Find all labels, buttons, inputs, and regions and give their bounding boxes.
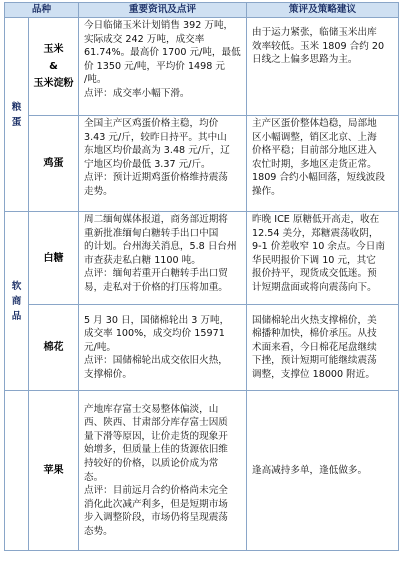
news-line: 的计划。台州海关消息，5.8 日台州 — [84, 241, 237, 253]
strategy-line: 华民明报价下调 10 元，其它 — [252, 254, 376, 266]
category-char: 粮 — [11, 101, 22, 113]
variety-cotton: 棉花 — [29, 305, 79, 391]
table-row-sugar — [5, 212, 399, 305]
category-char: 商 — [11, 295, 22, 307]
strategy-line: 价格平稳；目前部分地区进入 — [252, 145, 377, 157]
news-line: 量下滑等原因，让价走货的现象开 — [84, 430, 228, 442]
header-strategy: 策评及策略建议 — [247, 3, 399, 18]
news-apple — [79, 391, 247, 551]
strategy-line: 调整，支撑位 18000 附近。 — [252, 368, 375, 380]
table-row-corn — [5, 18, 399, 116]
header-category: 品种 — [5, 3, 79, 18]
news-comment: 态势。 — [84, 525, 113, 537]
strategy-line: 12.54 美分，郑糖震荡收阴， — [252, 227, 379, 239]
strategy-egg — [247, 116, 399, 212]
category-char: 品 — [11, 310, 22, 322]
strategy-line: 日线之上偏多思路为主。 — [252, 54, 358, 66]
category-char: 软 — [11, 280, 22, 292]
news-line: 西、陕西、甘肃部分库存富士因质 — [84, 417, 228, 429]
strategy-line: 棉播种加快，棉价承压。从技 — [252, 328, 377, 340]
news-comment: 走势。 — [84, 185, 113, 197]
news-line: 周二缅甸媒体报道，商务部近期将 — [84, 214, 228, 225]
news-line: 61.74%。最高价 1700 元/吨，最低 — [84, 47, 241, 59]
news-line: 始增多，但质量上佳的货源依旧维 — [84, 444, 228, 456]
news-line: 实际成交 242 万吨，成交率 — [84, 33, 205, 45]
news-egg — [79, 116, 247, 212]
news-line: 今日临储玉米计划销售 392 万吨， — [84, 20, 234, 31]
variety-name-line: & — [49, 61, 58, 72]
news-line: 全国主产区鸡蛋价格主稳，均价 — [84, 118, 219, 129]
table-row-apple — [5, 391, 399, 551]
table-row-egg — [5, 116, 399, 212]
strategy-line: 由于运力紧张，临储玉米出库 — [252, 27, 377, 38]
table-row-cotton — [5, 305, 399, 391]
news-sugar — [79, 212, 247, 305]
strategy-line: 术面来看，今日棉花尾盘继续 — [252, 341, 377, 353]
news-line: 5 月 30 日，国储棉轮出 3 万吨， — [84, 314, 230, 326]
strategy-line: 操作。 — [252, 185, 281, 197]
news-line: 宁地区均价最低 3.37 元/斤。 — [84, 158, 211, 170]
news-line: 成交率 100%，成交均价 15971 — [84, 328, 225, 340]
variety-name-line: 玉米淀粉 — [33, 78, 74, 89]
news-comment: 点评：国储棉轮出成交依旧火热， — [84, 355, 228, 367]
strategy-cotton — [247, 305, 399, 391]
strategy-line: 主产区蛋价整体趋稳，局部地 — [252, 118, 377, 129]
category-empty — [5, 391, 29, 551]
strategy-corn — [247, 18, 399, 116]
strategy-line: 昨晚 ICE 原糖低开高走，收在 — [252, 214, 380, 225]
header-news: 重要资讯及点评 — [79, 3, 247, 18]
variety-corn — [29, 18, 79, 116]
strategy-line: 区小幅调整，销区北京、上海 — [252, 131, 377, 143]
variety-sugar: 白糖 — [29, 212, 79, 305]
news-line: 产地库存富士交易整体偏淡，山 — [84, 403, 219, 415]
news-line: 东地区均价最高为 3.48 元/斤，辽 — [84, 145, 230, 157]
news-comment: 步入调整阶段，市场仍将呈现震荡 — [84, 512, 228, 524]
strategy-line: 计短期盘面或将向震荡向下。 — [252, 281, 377, 293]
news-line: 3.43 元/斤，较昨日持平。其中山 — [84, 131, 227, 143]
strategy-line: 1809 合约小幅回落，短线波段 — [252, 172, 385, 184]
news-comment: 点评：目前远月合约价格尚未完全 — [84, 485, 228, 497]
variety-apple: 苹果 — [29, 391, 79, 551]
strategy-line: 逢高减持多单，逢低做多。 — [252, 464, 368, 476]
news-line: 价 1350 元/吨，平均价 1498 元 — [84, 60, 226, 72]
news-line: 元/吨。 — [84, 341, 117, 353]
news-line: /吨。 — [84, 74, 107, 86]
news-comment: 点评：预计近期鸡蛋价格维持震荡 — [84, 172, 228, 184]
news-comment: 易，走私对于价格的打压将加重。 — [84, 281, 228, 293]
market-commentary-table — [4, 2, 399, 551]
table-header-row — [5, 3, 399, 18]
strategy-line: 下挫，预计短期可能继续震荡 — [252, 355, 377, 367]
news-line: 态。 — [84, 471, 104, 483]
strategy-line: 9-1 价差收窄 10 余点。今日南 — [252, 241, 385, 253]
category-softs — [5, 212, 29, 391]
category-char: 蛋 — [11, 116, 22, 128]
news-line: 重新批准缅甸白糖转手出口中国 — [84, 227, 219, 239]
variety-egg: 鸡蛋 — [29, 116, 79, 212]
strategy-line: 报价持平，现货成交低迷。预 — [252, 268, 377, 280]
news-corn — [79, 18, 247, 116]
variety-name-line: 玉米 — [43, 44, 64, 55]
category-grain-oil — [5, 18, 29, 212]
news-comment: 点评：成交率小幅下滑。 — [84, 87, 190, 99]
strategy-line: 效率较低。玉米 1809 合约 20 — [252, 40, 385, 52]
strategy-line: 国储棉轮出火热支撑棉价，美 — [252, 314, 377, 326]
strategy-apple — [247, 391, 399, 551]
news-comment: 点评：缅甸若重开白糖转手出口贸 — [84, 268, 228, 280]
news-cotton — [79, 305, 247, 391]
news-comment: 消化此次减产利多，但是短期市场 — [84, 498, 228, 510]
strategy-sugar — [247, 212, 399, 305]
news-line: 市查获走私白糖 1100 吨。 — [84, 254, 201, 266]
strategy-line: 农忙时期，多地区走货正常。 — [252, 158, 377, 170]
news-comment: 支撑棉价。 — [84, 368, 132, 380]
news-line: 持较好的价格，以质论价成为常 — [84, 457, 219, 469]
